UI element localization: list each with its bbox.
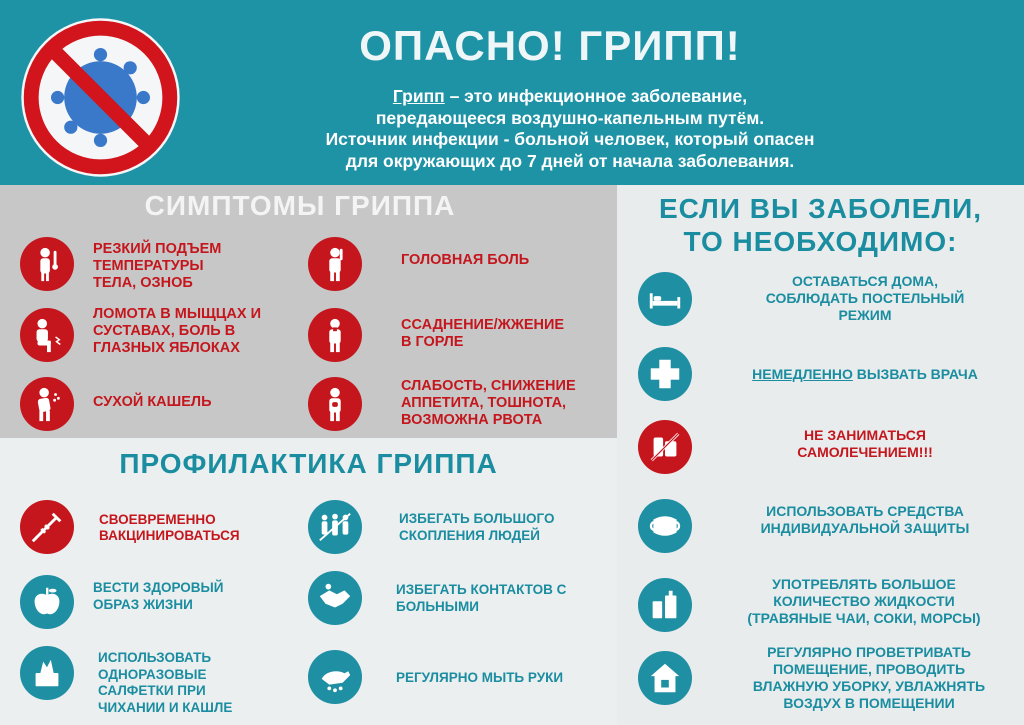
intro-line-4: для окружающих до 7 дней от начала заболевания.: [345, 150, 795, 171]
drinks-icon: [638, 578, 692, 632]
intro-term: Грипп: [392, 86, 445, 106]
sick-stay-home-text: ОСТАВАТЬСЯ ДОМА, СОБЛЮДАТЬ ПОСТЕЛЬНЫЙ РЕЖИМ: [765, 273, 965, 323]
apple-icon: [20, 575, 74, 629]
face-mask-icon: [638, 499, 692, 553]
prevention-crowd-text: ИЗБЕГАТЬ БОЛЬШОГО СКОПЛЕНИЯ ЛЮДЕЙ: [399, 511, 555, 543]
intro-line-1: – это инфекционное заболевание,: [444, 86, 748, 106]
no-virus-sign-icon: [18, 15, 183, 180]
intro-line-2: передающееся воздушно-капельным путём.: [375, 107, 765, 128]
symptom-weakness-text: СЛАБОСТЬ, СНИЖЕНИЕ АППЕТИТА, ТОШНОТА, ВОЗМОЖНА РВОТА: [401, 378, 576, 428]
symptoms-title: СИМПТОМЫ ГРИППА: [144, 190, 456, 221]
prevention-lifestyle-text: ВЕСТИ ЗДОРОВЫЙ ОБРАЗ ЖИЗНИ: [93, 580, 224, 612]
sore-throat-person-icon: [308, 308, 362, 362]
symptom-sore-throat-text: ССАДНЕНИЕ/ЖЖЕНИЕ В ГОРЛЕ: [401, 317, 565, 350]
symptom-fever-text: РЕЗКИЙ ПОДЪЕМ ТЕМПЕРАТУРЫ ТЕЛА, ОЗНОБ: [93, 241, 222, 291]
prevention-handwash-text: РЕГУЛЯРНО МЫТЬ РУКИ: [396, 670, 564, 685]
crowd-icon: [308, 500, 362, 554]
hand-washing-icon: [308, 650, 362, 704]
sick-fluids-text: УПОТРЕБЛЯТЬ БОЛЬШОЕ КОЛИЧЕСТВО ЖИДКОСТИ (ТРАВЯНЫЕ ЧАИ, СОКИ, МОРСЫ): [747, 576, 981, 626]
no-pills-icon: [638, 420, 692, 474]
intro-line-3: Источник инфекции - больной человек, который опасен: [325, 129, 815, 149]
page-title: ОПАСНО! ГРИПП!: [359, 22, 741, 69]
syringe-icon: [20, 500, 74, 554]
prevention-vaccinate-text: СВОЕВРЕМЕННО ВАКЦИНИРОВАТЬСЯ: [99, 512, 240, 543]
sick-no-self-treatment-text: НЕ ЗАНИМАТЬСЯ САМОЛЕЧЕНИЕМ!!!: [797, 427, 933, 460]
aching-person-icon: [20, 308, 74, 362]
nausea-person-icon: [308, 377, 362, 431]
bed-icon: [638, 272, 692, 326]
sick-ventilate-text: РЕГУЛЯРНО ПРОВЕТРИВАТЬ ПОМЕЩЕНИЕ, ПРОВОДИТЬ ВЛАЖНУЮ УБОРКУ, УВЛАЖНЯТЬ ВОЗДУХ В ПОМЕЩЕНИИ: [752, 644, 986, 711]
sick-protection-text: ИСПОЛЬЗОВАТЬ СРЕДСТВА ИНДИВИДУАЛЬНОЙ ЗАЩИТЫ: [760, 503, 970, 536]
prevention-tissues-text: ИСПОЛЬЗОВАТЬ ОДНОРАЗОВЫЕ САЛФЕТКИ ПРИ ЧИХАНИИ И КАШЛЕ: [98, 650, 233, 715]
sick-call-doctor-text: НЕМЕДЛЕННО ВЫЗВАТЬ ВРАЧА: [752, 366, 978, 382]
handshake-icon: [308, 571, 362, 625]
fever-person-icon: [20, 237, 74, 291]
symptom-cough-text: СУХОЙ КАШЕЛЬ: [93, 394, 212, 410]
coughing-person-icon: [20, 377, 74, 431]
if-sick-title: ЕСЛИ ВЫ ЗАБОЛЕЛИ, ТО НЕОБХОДИМО:: [658, 193, 982, 257]
house-icon: [638, 651, 692, 705]
prevention-contacts-text: ИЗБЕГАТЬ КОНТАКТОВ С БОЛЬНЫМИ: [396, 582, 567, 614]
prevention-title: ПРОФИЛАКТИКА ГРИППА: [119, 448, 498, 479]
symptom-headache-text: ГОЛОВНАЯ БОЛЬ: [401, 252, 530, 268]
intro-text: [270, 86, 870, 172]
medical-cross-icon: [638, 347, 692, 401]
symptom-aching-text: ЛОМОТА В МЫЩЦАХ И СУСТАВАХ, БОЛЬ В ГЛАЗНЫХ ЯБЛОКАХ: [93, 306, 261, 356]
tissue-box-icon: [20, 646, 74, 700]
headache-person-icon: [308, 237, 362, 291]
